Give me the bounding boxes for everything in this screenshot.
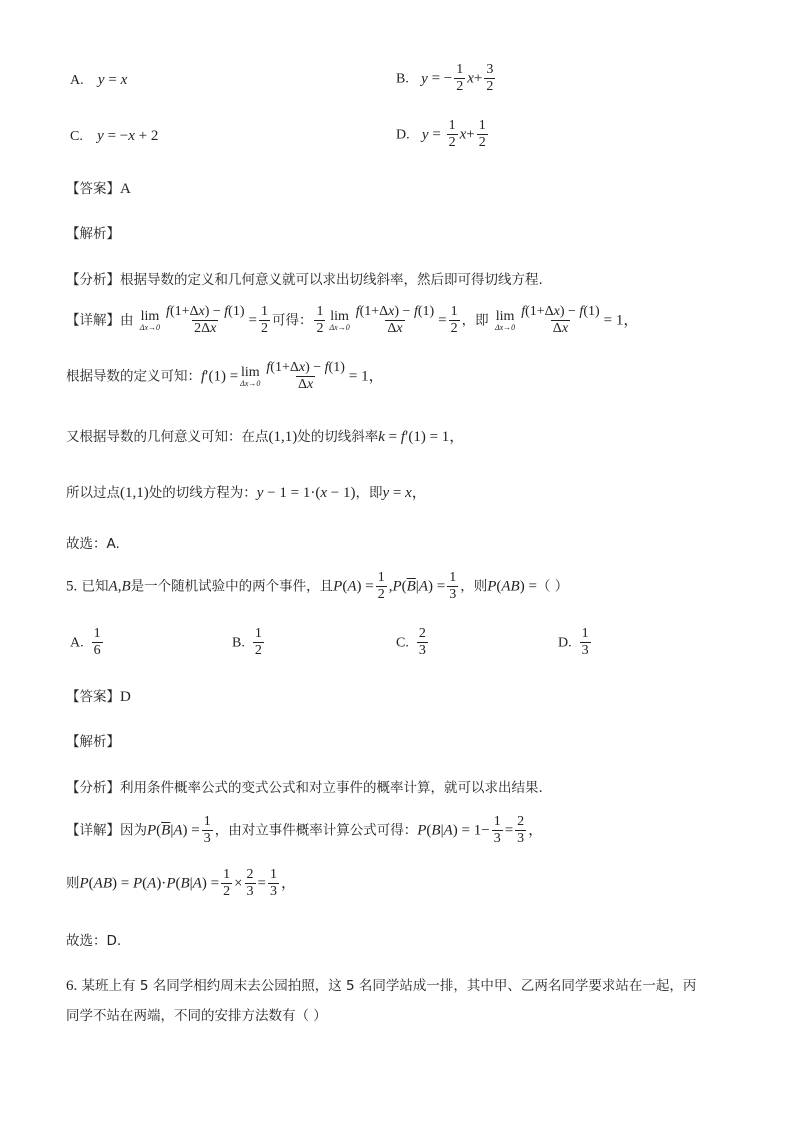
q5-fenxi <box>66 776 543 796</box>
q4-option-b: B. y = − $\frac{1}{2}$ x+ $\frac{3}{2}$ <box>396 62 494 95</box>
text-l3-mid: 处的切线斜率 <box>297 429 379 445</box>
stem-then: ，则 <box>460 578 488 595</box>
q6-stem-line2: 同学不站在两端，不同的安排方法数有（ ） <box>66 1008 327 1024</box>
question-number: 5. <box>66 578 78 595</box>
q4-answer <box>66 177 131 198</box>
fenxi-text: 利用条件概率公式的变式公式和对立事件的概率计算，就可以求出结果. <box>120 780 543 796</box>
answer-label: 【答案】 <box>66 689 120 705</box>
q5-stem: 5. 已知A,B是一个随机试验中的两个事件，且P(A) = $\frac{1}{2}$ $,P(\overline{B}|A)$ = $\frac{1}{3}$ ，则P(AB) =（ ） <box>66 570 569 603</box>
xiangjie-label: 【详解】 <box>66 822 120 839</box>
q5-option-d: D. $\frac{1}{3}$ <box>558 626 589 659</box>
option-label: A. <box>70 635 84 651</box>
answer-value: D <box>120 689 131 705</box>
text-l3: 又根据导数的几何意义可知：在点 <box>66 429 269 445</box>
option-label: C. <box>70 129 83 144</box>
text-l4: 所以过点 <box>66 485 120 501</box>
q5-xiangjie-line1: 【详解】因为$P(\overline{B}|A)$ = $\frac{1}{3}$ ，由对立事件概率计算公式可得：P(B|A) = 1− $\frac{1}{3}$ = $\frac{2}{3}$ ， <box>66 814 544 847</box>
q4-xiangjie-line4: 所以过点(1,1)处的切线方程为：y − 1 = 1·(x − 1)，即y = x， <box>66 485 427 501</box>
option-label: A. <box>70 73 84 88</box>
q4-option-a: A. y = x <box>70 72 128 88</box>
option-label: D. <box>558 635 572 651</box>
stem-line1: 某班上有 5 名同学相约周末去公园拍照，这 5 名同学站成一排，其中甲、乙两名同学要求站在一起，丙 <box>81 978 697 994</box>
text-l2: 根据导数的定义可知： <box>66 368 201 385</box>
text-kede: 可得： <box>271 312 313 329</box>
text-ze: 则 <box>66 875 80 892</box>
option-label: C. <box>396 635 409 651</box>
text-l4-mid: 处的切线方程为： <box>148 485 257 501</box>
stem-prefix: 已知 <box>81 578 109 595</box>
fenxi-label: 【分析】 <box>66 272 120 288</box>
question-number: 6. <box>66 978 78 994</box>
q5-xiangjie-line2: 则P(AB) = P(A)·P(B|A) = $\frac{1}{2}$ × $\frac{2}{3}$ = $\frac{1}{3}$ ， <box>66 867 297 900</box>
xiangjie-label: 【详解】 <box>66 312 120 329</box>
q4-jiexi-heading: 【解析】 <box>66 226 120 242</box>
q4-fenxi <box>66 268 543 288</box>
q5-option-b: B. $\frac{1}{2}$ <box>232 626 262 659</box>
stem-mid: 是一个随机试验中的两个事件，且 <box>130 578 334 595</box>
option-math: y <box>97 72 105 88</box>
option-label: B. <box>232 635 245 651</box>
fenxi-label: 【分析】 <box>66 780 120 796</box>
text-l1-mid: ，由对立事件概率计算公式可得： <box>214 822 418 839</box>
answer-value: A <box>120 181 131 197</box>
q5-guxuan: 故选：D. <box>66 933 122 949</box>
q5-option-c: C. $\frac{2}{3}$ <box>396 626 426 659</box>
q4-xiangjie-line1: 【详解】由 lim Δx→0 $\frac{f(1+\Delta x) - f(1)}{2\Delta x}$ = $\frac{1}{2}$ 可得： $\frac{1}{2}$ lim Δx→0 $\frac{f(1+\Delta x) - f(1)}{\Delta x}$ = $\frac{1}{2}$ ，即 lim Δx→0 $\frac{f(1+\Delta x) - f(1)}{\Delta x}$ = 1， <box>66 304 639 337</box>
fenxi-text: 根据导数的定义和几何意义就可以求出切线斜率，然后即可得切线方程. <box>120 272 543 288</box>
q4-xiangjie-line3: 又根据导数的几何意义可知：在点(1,1)处的切线斜率k = f′(1) = 1， <box>66 429 465 445</box>
q5-jiexi-heading: 【解析】 <box>66 734 120 750</box>
q4-option-c: C. y = −x + 2 <box>70 128 159 144</box>
text-ji: ，即 <box>461 312 489 329</box>
q4-xiangjie-line2: 根据导数的定义可知：f′(1) = lim Δx→0 $\frac{f(1+\Delta x) - f(1)}{\Delta x}$ = 1， <box>66 360 384 393</box>
q4-guxuan: 故选：A. <box>66 536 120 552</box>
option-label: D. <box>396 127 410 143</box>
answer-label: 【答案】 <box>66 181 120 197</box>
q5-option-a: A. $\frac{1}{6}$ <box>70 626 101 659</box>
stem-blank: （ ） <box>536 578 569 595</box>
option-label: B. <box>396 71 409 87</box>
q4-option-d: D. y = $\frac{1}{2}$ x+ $\frac{1}{2}$ <box>396 118 486 151</box>
q6-stem-line1 <box>66 974 696 995</box>
q5-answer <box>66 685 131 706</box>
text-l4-ji: ，即 <box>355 485 383 501</box>
text-yinwei: 因为 <box>120 822 147 839</box>
text-you: 由 <box>120 312 134 329</box>
